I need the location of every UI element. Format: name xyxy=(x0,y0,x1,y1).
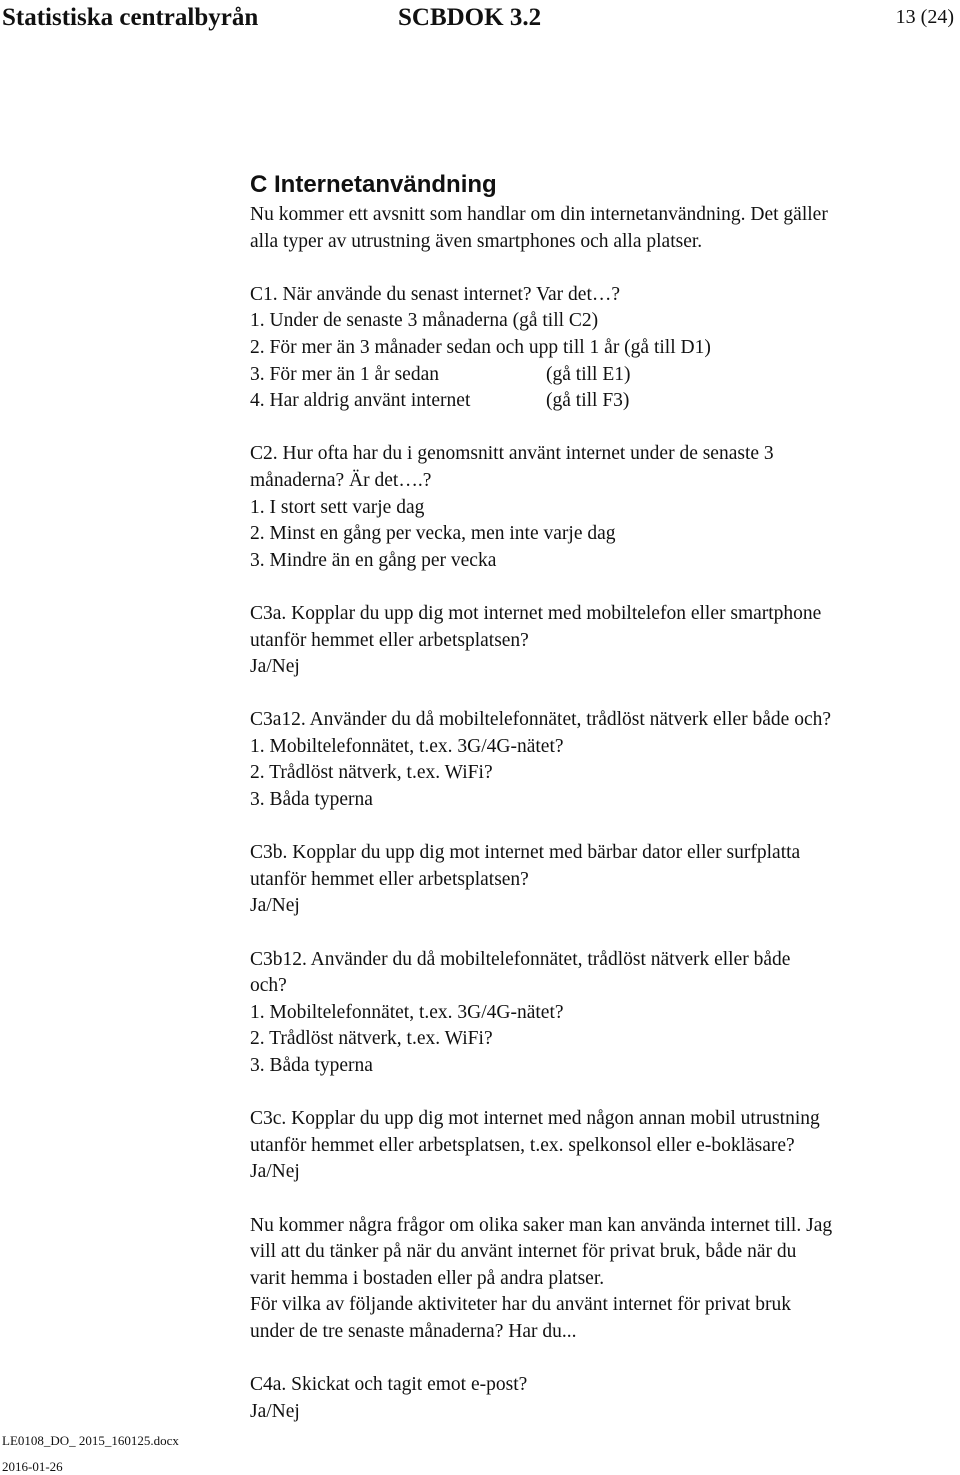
question-c3a12: C3a12. Använder du då mobiltelefonnätet, trådlöst nätverk eller både och? xyxy=(250,709,832,731)
intro-paragraph-line: vill att du tänker på när du använt internet för privat bruk, både när du xyxy=(250,1241,797,1263)
intro-paragraph-line: För vilka av följande aktiviteter har du använt internet för privat bruk xyxy=(250,1294,791,1316)
routing-instruction: (gå till E1) xyxy=(546,363,631,385)
question-c2-cont: månaderna? Är det….? xyxy=(250,469,432,491)
answer-option: 1. Under de senaste 3 månaderna (gå till C2) xyxy=(250,310,599,332)
routing-instruction: (gå till F3) xyxy=(546,390,630,412)
answer-option: 1. Mobiltelefonnätet, t.ex. 3G/4G-nätet? xyxy=(250,735,564,757)
question-c3a: C3a. Kopplar du upp dig mot internet med mobiltelefon eller smartphone xyxy=(250,602,822,624)
question-c1: C1. När använde du senast internet? Var det…? xyxy=(250,283,621,305)
answer-option-text: 4. Har aldrig använt internet xyxy=(250,390,471,412)
section-title: C Internetanvändning xyxy=(250,171,497,198)
answer-option: 3. Båda typerna xyxy=(250,789,373,811)
section-intro-line: Nu kommer ett avsnitt som handlar om din internetanvändning. Det gäller xyxy=(250,204,828,225)
answer-option: 2. Minst en gång per vecka, men inte varje dag xyxy=(250,523,616,545)
answer-yes-no: Ja/Nej xyxy=(250,656,300,678)
question-c3b12-cont: och? xyxy=(250,975,287,997)
answer-yes-no: Ja/Nej xyxy=(250,1400,300,1422)
page-number: 13 (24) xyxy=(895,6,954,28)
answer-option: 1. I stort sett varje dag xyxy=(250,496,425,518)
question-c3c: C3c. Kopplar du upp dig mot internet med någon annan mobil utrustning xyxy=(250,1108,820,1130)
question-c3c-cont: utanför hemmet eller arbetsplatsen, t.ex. spelkonsol eller e-bokläsare? xyxy=(250,1134,795,1156)
answer-option: 3. Båda typerna xyxy=(250,1055,373,1076)
answer-option: 2. Trådlöst nätverk, t.ex. WiFi? xyxy=(250,1028,493,1050)
answer-option: 3. Mindre än en gång per vecka xyxy=(250,549,497,571)
organization-name: Statistiska centralbyrån xyxy=(2,4,259,31)
page-header xyxy=(0,4,960,40)
footer-filename: LE0108_DO_ 2015_160125.docx xyxy=(2,1433,179,1448)
intro-paragraph-line: under de tre senaste månaderna? Har du... xyxy=(250,1320,577,1342)
document-code: SCBDOK 3.2 xyxy=(398,4,542,31)
answer-option-text: 3. För mer än 1 år sedan xyxy=(250,363,439,385)
section-intro-line: alla typer av utrustning även smartphones och alla platser. xyxy=(250,230,703,252)
answer-option: 2. För mer än 3 månader sedan och upp till 1 år (gå till D1) xyxy=(250,336,711,358)
question-c3b12: C3b12. Använder du då mobiltelefonnätet, trådlöst nätverk eller både xyxy=(250,948,791,970)
answer-yes-no: Ja/Nej xyxy=(250,895,300,917)
question-c3b: C3b. Kopplar du upp dig mot internet med bärbar dator eller surfplatta xyxy=(250,842,801,864)
answer-option xyxy=(250,388,950,415)
footer-date: 2016-01-26 xyxy=(2,1459,63,1474)
question-c3a-cont: utanför hemmet eller arbetsplatsen? xyxy=(250,629,529,651)
question-c2: C2. Hur ofta har du i genomsnitt använt internet under de senaste 3 xyxy=(250,443,774,465)
answer-option xyxy=(250,362,950,389)
intro-paragraph-line: varit hemma i bostaden eller på andra platser. xyxy=(250,1267,605,1289)
document-body xyxy=(250,168,950,1425)
intro-paragraph-line: Nu kommer några frågor om olika saker man kan använda internet till. Jag xyxy=(250,1214,833,1236)
answer-option: 2. Trådlöst nätverk, t.ex. WiFi? xyxy=(250,762,493,784)
answer-yes-no: Ja/Nej xyxy=(250,1161,300,1183)
answer-option: 1. Mobiltelefonnätet, t.ex. 3G/4G-nätet? xyxy=(250,1001,564,1023)
question-c4a: C4a. Skickat och tagit emot e-post? xyxy=(250,1374,528,1396)
question-c3b-cont: utanför hemmet eller arbetsplatsen? xyxy=(250,868,529,890)
